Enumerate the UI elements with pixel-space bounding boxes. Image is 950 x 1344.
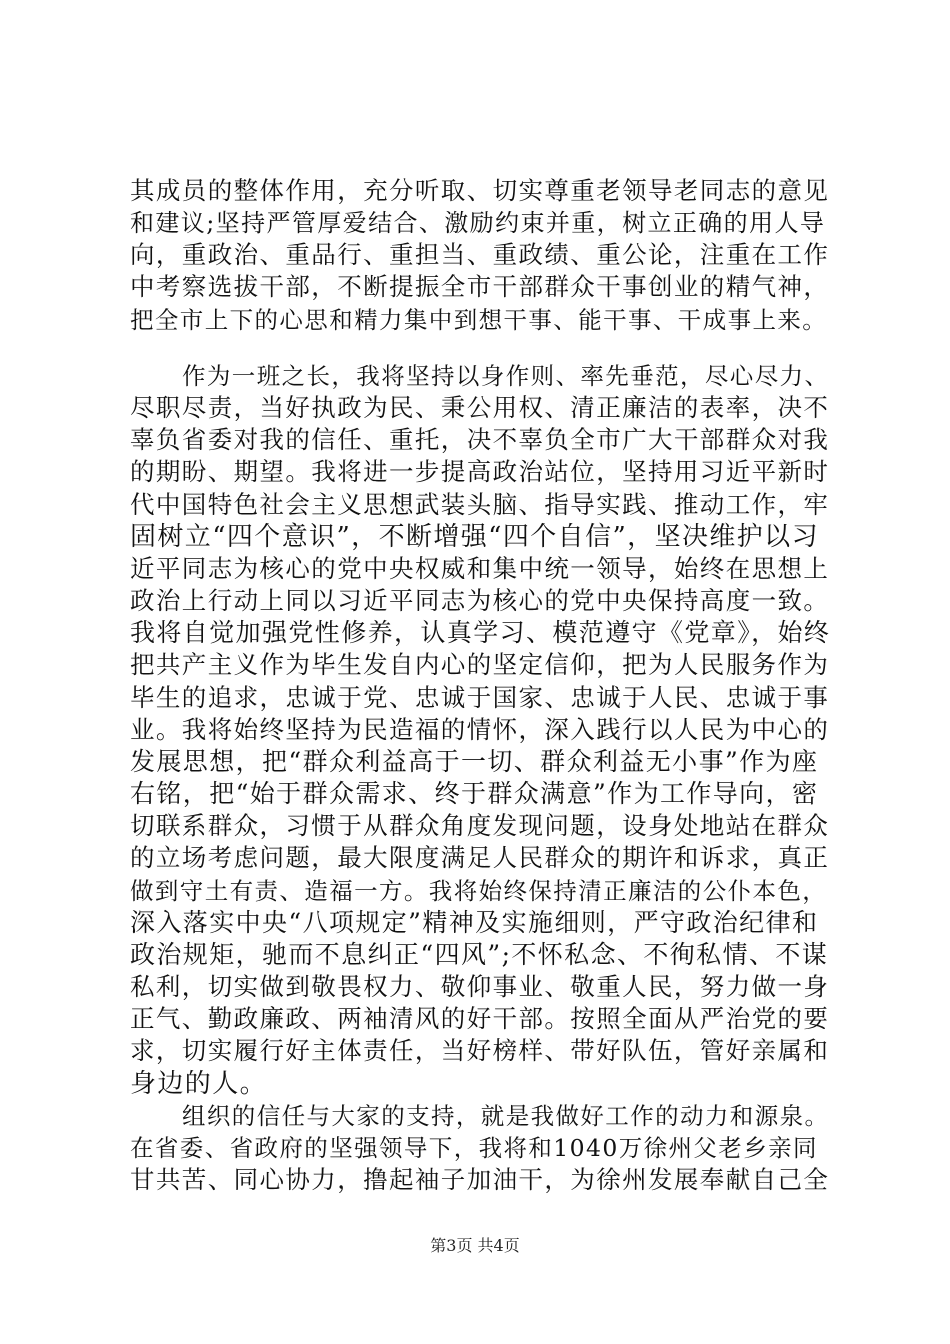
text-line: 正气、勤政廉政、两袖清风的好干部。按照全面从严治党的要 [130,1004,830,1033]
text-line: 向，重政治、重品行、重担当、重政绩、重公论，注重在工作 [130,240,830,269]
text-line: 甘共苦、同心协力，撸起袖子加油干，为徐州发展奉献自己全 [130,1165,830,1194]
text-line: 辜负省委对我的信任、重托，决不辜负全市广大干部群众对我 [130,425,830,454]
text-line: 求，切实履行好主体责任，当好榜样、带好队伍，管好亲属和 [130,1036,830,1065]
page-number-footer: 第3页 共4页 [430,1236,520,1255]
text-line: 毕生的追求，忠诚于党、忠诚于国家、忠诚于人民、忠诚于事 [130,683,830,712]
text-line: 固树立“四个意识”，不断增强“四个自信”，坚决维护以习 [130,522,819,552]
text-line: 政治上行动上同以习近平同志为核心的党中央保持高度一致。 [130,586,830,615]
text-line: 代中国特色社会主义思想武装头脑、指导实践、推动工作，牢 [130,490,830,519]
text-line: 身边的人。 [130,1069,268,1099]
text-line: 右铭，把“始于群众需求、终于群众满意”作为工作导向，密 [130,779,819,808]
text-line: 我将自觉加强党性修养，认真学习、模范遵守《党章》，始终 [130,618,831,647]
text-line: 切联系群众，习惯于从群众角度发现问题，设身处地站在群众 [130,811,830,840]
text-line: 其成员的整体作用，充分听取、切实尊重老领导老同志的意见 [130,176,830,205]
paragraph-first-line: 作为一班之长，我将坚持以身作则、率先垂范，尽心尽力、 [182,362,830,390]
text-line: 业。我将始终坚持为民造福的情怀，深入践行以人民为中心的 [130,715,830,744]
text-line: 深入落实中央“八项规定”精神及实施细则，严守政治纪律和 [130,908,819,937]
text-line: 的立场考虑问题，最大限度满足人民群众的期许和诉求，真正 [130,843,830,872]
text-line: 尽职尽责，当好执政为民、秉公用权、清正廉洁的表率，决不 [130,393,830,422]
text-line: 做到守土有责、造福一方。我将始终保持清正廉洁的公仆本色， [130,877,828,905]
text-line: 中考察选拔干部，不断提振全市干部群众干事创业的精气神， [130,272,830,301]
text-line: 在省委、省政府的坚强领导下，我将和1040万徐州父老乡亲同 [130,1134,818,1162]
text-line: 私利，切实做到敬畏权力、敬仰事业、敬重人民，努力做一身 [130,972,830,1001]
text-line: 的期盼、期望。我将进一步提高政治站位，坚持用习近平新时 [130,457,830,486]
text-line: 近平同志为核心的党中央权威和集中统一领导，始终在思想上 [130,554,830,583]
text-line: 把全市上下的心思和精力集中到想干事、能干事、干成事上来。 [130,306,828,334]
text-line: 发展思想，把“群众利益高于一切、群众利益无小事”作为座 [130,747,819,776]
paragraph-first-line: 组织的信任与大家的支持，就是我做好工作的动力和源泉。 [182,1102,830,1130]
text-line: 和建议;坚持严管厚爱结合、激励约束并重，树立正确的用人导 [130,209,826,237]
text-line: 政治规矩，驰而不息纠正“四风”;不怀私念、不徇私情、不谋 [130,940,829,969]
text-line: 把共产主义作为毕生发自内心的坚定信仰，把为人民服务作为 [130,650,830,679]
